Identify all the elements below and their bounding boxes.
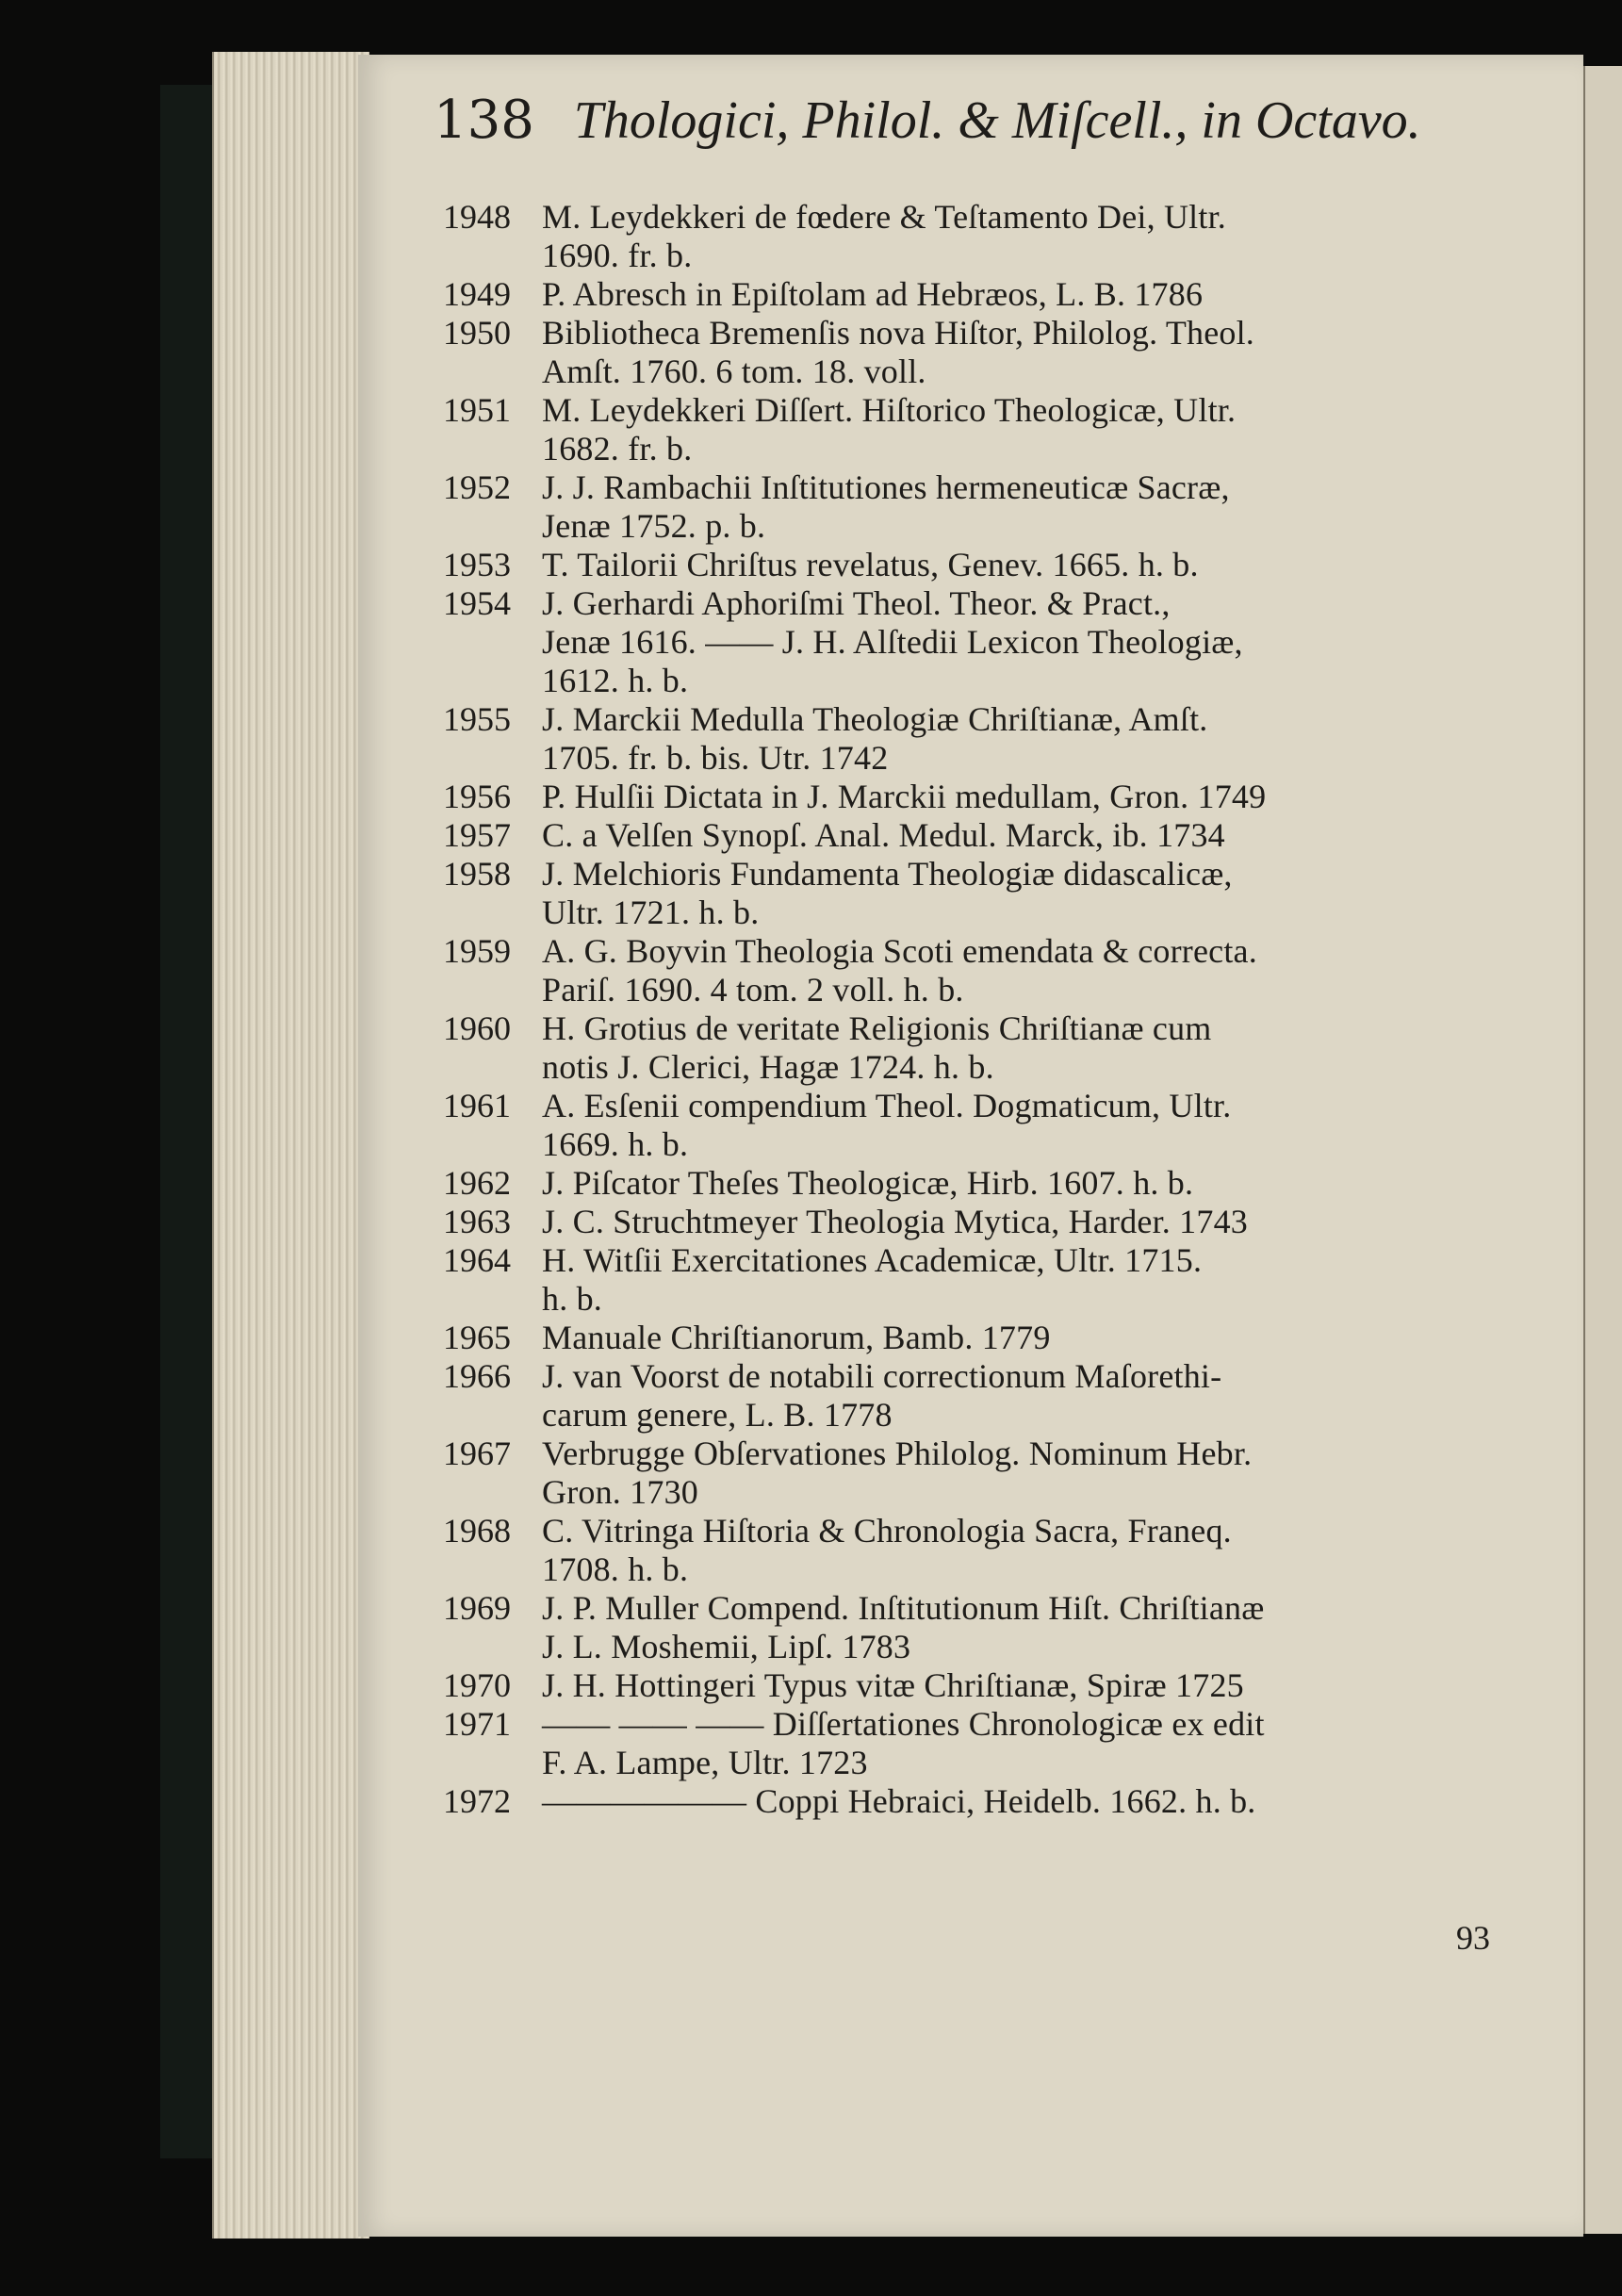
entry-number: 1959 <box>443 932 511 970</box>
catalogue-entry <box>443 314 1508 391</box>
catalogue-entry <box>443 1357 1508 1435</box>
entry-number: 1951 <box>443 391 511 429</box>
page-number: 138 <box>434 90 534 151</box>
entry-text-line: 1708. h. b. <box>542 1550 689 1588</box>
catalogue-entry <box>443 198 1508 275</box>
catalogue-entry <box>443 700 1508 778</box>
entry-number: 1968 <box>443 1512 511 1550</box>
entry-text-line: P. Hulſii Dictata in J. Marckii medullam, Gron. 1749 <box>542 778 1267 815</box>
entry-text-line: Manuale Chriſtianorum, Bamb. 1779 <box>542 1319 1051 1356</box>
entry-text-line: H. Witſii Exercitationes Academicæ, Ultr. 1715. <box>542 1241 1203 1279</box>
entry-text-line: carum genere, L. B. 1778 <box>542 1396 893 1434</box>
running-title: Thologici, Philol. & Miſcell., in Octavo. <box>573 91 1421 150</box>
entry-text-line: J. J. Rambachii Inſtitutiones hermeneuticæ Sacræ, <box>542 468 1230 506</box>
entry-text-line: h. b. <box>542 1280 602 1318</box>
entry-text-line: Gron. 1730 <box>542 1473 698 1511</box>
catalogue-entry <box>443 1164 1508 1203</box>
entry-number: 1956 <box>443 778 511 815</box>
entry-text-line: A. Esſenii compendium Theol. Dogmaticum, Ultr. <box>542 1087 1232 1124</box>
catalogue-entry <box>443 932 1508 1009</box>
entry-number: 1964 <box>443 1241 511 1279</box>
catalogue-entry <box>443 584 1508 700</box>
entry-number: 1962 <box>443 1164 511 1202</box>
entry-text-line: 1682. fr. b. <box>542 430 693 467</box>
entry-number: 1967 <box>443 1435 511 1472</box>
entry-text-line: Ultr. 1721. h. b. <box>542 894 760 931</box>
entry-number: 1955 <box>443 700 511 738</box>
entry-text-line: J. van Voorst de notabili correctionum Maſorethi- <box>542 1357 1222 1395</box>
entry-text-line: P. Abresch in Epiſtolam ad Hebræos, L. B. 1786 <box>542 275 1204 313</box>
entry-text-line: M. Leydekkeri de fœdere & Teſtamento Dei, Ultr. <box>542 198 1226 236</box>
catalogue-entry <box>443 1666 1508 1705</box>
page-header <box>434 90 1517 165</box>
catalogue-entry <box>443 546 1508 584</box>
entry-text-line: M. Leydekkeri Diſſert. Hiſtorico Theologicæ, Ultr. <box>542 391 1237 429</box>
entry-text-line: —————— Coppi Hebraici, Heidelb. 1662. h. b. <box>542 1782 1256 1820</box>
entry-text-line: 1612. h. b. <box>542 662 689 699</box>
catalogue-entry <box>443 1319 1508 1357</box>
entry-number: 1965 <box>443 1319 511 1356</box>
entry-text-line: 1690. fr. b. <box>542 237 693 274</box>
entry-number: 1970 <box>443 1666 511 1704</box>
entry-number: 1963 <box>443 1203 511 1240</box>
entry-text-line: J. L. Moshemii, Lipſ. 1783 <box>542 1628 911 1665</box>
entry-number: 1954 <box>443 584 511 622</box>
catalogue-entries <box>443 198 1508 1821</box>
entry-number: 1952 <box>443 468 511 506</box>
entry-number: 1950 <box>443 314 511 352</box>
entry-text-line: F. A. Lampe, Ultr. 1723 <box>542 1744 868 1781</box>
entry-number: 1961 <box>443 1087 511 1124</box>
catalogue-entry <box>443 1087 1508 1164</box>
catalogue-entry <box>443 1203 1508 1241</box>
entry-number: 1971 <box>443 1705 511 1743</box>
entry-text-line: 1705. fr. b. bis. Utr. 1742 <box>542 739 889 777</box>
facing-page-edge <box>1583 66 1622 2234</box>
entry-text-line: H. Grotius de veritate Religionis Chriſtianæ cum <box>542 1009 1212 1047</box>
page-stack-edges <box>212 52 369 2239</box>
catalogue-entry <box>443 855 1508 932</box>
entry-text-line: J. Marckii Medulla Theologiæ Chriſtianæ, Amſt. <box>542 700 1208 738</box>
catalogue-entry <box>443 275 1508 314</box>
entry-text-line: J. Melchioris Fundamenta Theologiæ didascalicæ, <box>542 855 1233 893</box>
entry-number: 1953 <box>443 546 511 583</box>
entry-text-line: Amſt. 1760. 6 tom. 18. voll. <box>542 353 926 390</box>
entry-number: 1958 <box>443 855 511 893</box>
catalogue-entry <box>443 1782 1508 1821</box>
entry-text-line: Jenæ 1616. —— J. H. Alſtedii Lexicon Theologiæ, <box>542 623 1243 661</box>
entry-text-line: 1669. h. b. <box>542 1125 689 1163</box>
entry-text-line: J. H. Hottingeri Typus vitæ Chriſtianæ, Spiræ 1725 <box>542 1666 1244 1704</box>
catalogue-entry <box>443 1589 1508 1666</box>
catalogue-entry <box>443 391 1508 468</box>
catalogue-entry <box>443 778 1508 816</box>
entry-text-line: A. G. Boyvin Theologia Scoti emendata & correcta. <box>542 932 1257 970</box>
entry-text-line: T. Tailorii Chriſtus revelatus, Genev. 1665. h. b. <box>542 546 1199 583</box>
entry-number: 1957 <box>443 816 511 854</box>
entry-number: 1972 <box>443 1782 511 1820</box>
entry-text-line: Verbrugge Obſervationes Philolog. Nominum Hebr. <box>542 1435 1253 1472</box>
entry-number: 1949 <box>443 275 511 313</box>
catalogue-entry <box>443 1705 1508 1782</box>
catalogue-entry <box>443 816 1508 855</box>
catalogue-entry <box>443 1241 1508 1319</box>
gathering-signature: 93 <box>1456 1919 1490 1957</box>
entry-text-line: Pariſ. 1690. 4 tom. 2 voll. h. b. <box>542 971 964 1009</box>
catalogue-entry <box>443 1009 1508 1087</box>
entry-text-line: J. C. Struchtmeyer Theologia Mytica, Harder. 1743 <box>542 1203 1248 1240</box>
entry-text-line: —— —— —— Diſſertationes Chronologicæ ex edit <box>542 1705 1265 1743</box>
catalogue-entry <box>443 1435 1508 1512</box>
catalogue-entry <box>443 468 1508 546</box>
entry-number: 1966 <box>443 1357 511 1395</box>
entry-text-line: notis J. Clerici, Hagæ 1724. h. b. <box>542 1048 994 1086</box>
entry-text-line: C. Vitringa Hiſtoria & Chronologia Sacra, Franeq. <box>542 1512 1232 1550</box>
entry-number: 1960 <box>443 1009 511 1047</box>
entry-number: 1948 <box>443 198 511 236</box>
entry-text-line: J. Gerhardi Aphoriſmi Theol. Theor. & Pract., <box>542 584 1171 622</box>
entry-text-line: C. a Velſen Synopſ. Anal. Medul. Marck, ib. 1734 <box>542 816 1225 854</box>
entry-number: 1969 <box>443 1589 511 1627</box>
entry-text-line: J. P. Muller Compend. Inſtitutionum Hiſt. Chriſtianæ <box>542 1589 1265 1627</box>
entry-text-line: J. Piſcator Theſes Theologicæ, Hirb. 1607. h. b. <box>542 1164 1194 1202</box>
catalogue-entry <box>443 1512 1508 1589</box>
entry-text-line: Bibliotheca Bremenſis nova Hiſtor, Philolog. Theol. <box>542 314 1255 352</box>
entry-text-line: Jenæ 1752. p. b. <box>542 507 766 545</box>
